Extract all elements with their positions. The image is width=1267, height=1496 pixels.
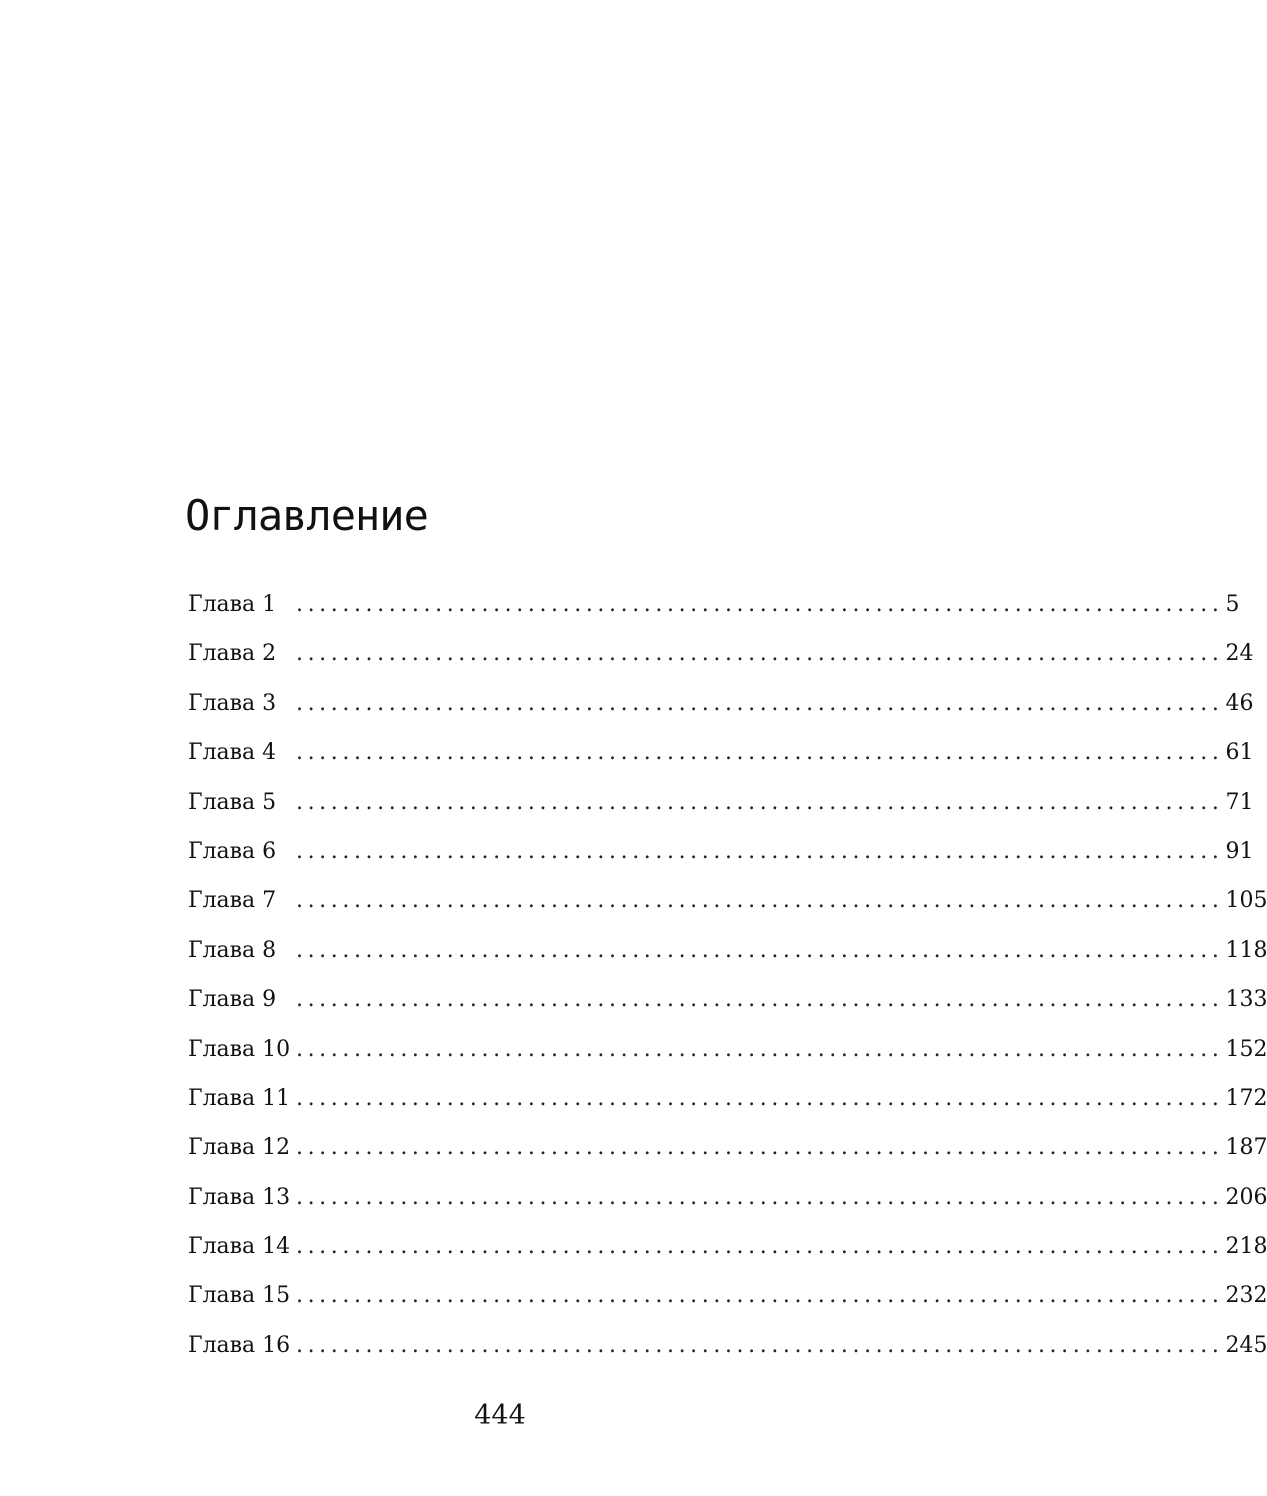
toc-leader-dots: ................................................................................ — [296, 1184, 1224, 1210]
toc-entry-label: Глава 13 — [188, 1184, 291, 1210]
toc-entry-page: 187 — [1225, 1135, 1267, 1161]
toc-entry — [188, 1178, 1267, 1227]
toc-entry — [188, 832, 1254, 881]
toc-leader-dots: ................................................................................ — [296, 740, 1224, 766]
toc-entry-label: Глава 7 — [188, 888, 277, 914]
toc-leader-dots: ................................................................................ — [296, 1283, 1224, 1309]
toc-entry — [188, 980, 1267, 1029]
toc-entry-page: 118 — [1225, 937, 1267, 963]
toc-entry-label: Глава 3 — [188, 690, 277, 716]
toc-entry — [188, 1326, 1267, 1375]
toc-entry — [188, 634, 1254, 683]
toc-entry — [188, 684, 1254, 733]
toc-leader-dots: ................................................................................ — [296, 1135, 1224, 1161]
toc-leader-dots: ................................................................................ — [296, 789, 1224, 815]
toc-entry-label: Глава 1 — [188, 592, 277, 617]
toc-leader-dots: ................................................................................ — [296, 1036, 1224, 1062]
toc-entry-page: 91 — [1225, 838, 1254, 864]
toc-entry-page: 24 — [1225, 641, 1254, 667]
toc-entry-label: Глава 14 — [188, 1234, 291, 1260]
toc-leader-dots: ................................................................................ — [296, 690, 1224, 716]
toc-title: Оглавление — [185, 491, 428, 540]
toc-entry-page: 152 — [1225, 1036, 1267, 1062]
toc-entry — [188, 881, 1267, 930]
toc-entry-label: Глава 8 — [188, 937, 277, 963]
toc-entry-label: Глава 5 — [188, 789, 277, 815]
toc-entry-page: 71 — [1225, 789, 1254, 815]
toc-entry — [188, 585, 1240, 634]
toc-entry-label: Глава 15 — [188, 1283, 291, 1309]
toc-entry-page: 5 — [1225, 592, 1240, 617]
toc-entry-label: Глава 11 — [188, 1085, 291, 1111]
toc-entry-label: Глава 9 — [188, 987, 277, 1013]
toc-leader-dots: ................................................................................ — [296, 838, 1224, 864]
toc-entry-page: 61 — [1225, 740, 1254, 766]
toc-entry-page: 133 — [1225, 987, 1267, 1013]
toc-entry-page: 206 — [1225, 1184, 1267, 1210]
toc-leader-dots: ................................................................................ — [296, 888, 1224, 914]
toc-entry-page: 105 — [1225, 888, 1267, 914]
toc-leader-dots: ................................................................................ — [296, 641, 1224, 667]
toc-entry-page: 46 — [1225, 690, 1254, 716]
toc-entry — [188, 733, 1254, 782]
toc-entry — [188, 1030, 1267, 1079]
toc-leader-dots: ................................................................................ — [296, 592, 1224, 617]
toc-entry-label: Глава 12 — [188, 1135, 291, 1161]
toc-entry — [188, 1128, 1267, 1177]
toc-entry-page: 245 — [1225, 1332, 1267, 1358]
toc-entry-label: Глава 2 — [188, 641, 277, 667]
toc-entry-page: 218 — [1225, 1234, 1267, 1260]
toc-leader-dots: ................................................................................ — [296, 937, 1224, 963]
toc-entry — [188, 931, 1267, 980]
toc-leader-dots: ................................................................................ — [296, 1085, 1224, 1111]
toc-entry-label: Глава 4 — [188, 740, 277, 766]
toc-entry-label: Глава 10 — [188, 1036, 291, 1062]
toc-entry — [188, 1227, 1267, 1276]
toc-entry — [188, 1276, 1267, 1325]
toc-entry-page: 172 — [1225, 1085, 1267, 1111]
toc-entry-label: Глава 6 — [188, 838, 277, 864]
toc-leader-dots: ................................................................................ — [296, 1332, 1224, 1358]
toc-leader-dots: ................................................................................ — [296, 987, 1224, 1013]
toc-entry — [188, 783, 1254, 832]
toc-entry — [188, 1079, 1267, 1128]
toc-entry-page: 232 — [1225, 1283, 1267, 1309]
toc-list — [188, 585, 1267, 1375]
page-number: 444 — [474, 1400, 526, 1431]
toc-entry-label: Глава 16 — [188, 1332, 291, 1358]
toc-leader-dots: ................................................................................ — [296, 1234, 1224, 1260]
